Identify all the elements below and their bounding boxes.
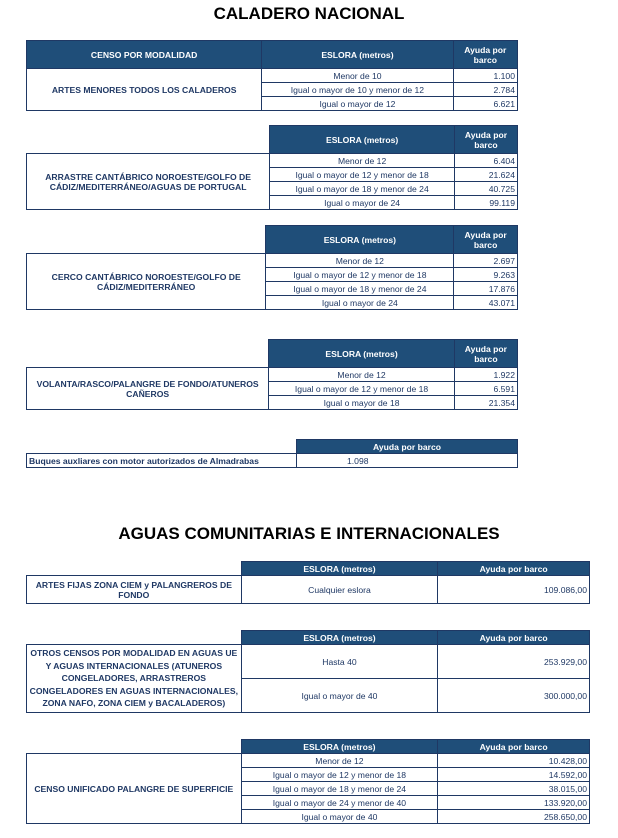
header-ayuda: Ayuda por barco (454, 126, 517, 154)
row-label: ARTES FIJAS ZONA CIEM y PALANGREROS DE FONDO (27, 576, 242, 604)
row-label: VOLANTA/RASCO/PALANGRE DE FONDO/ATUNEROS CAÑEROS (27, 368, 269, 410)
eslora-cell: Cualquier eslora (241, 576, 438, 604)
ayuda-cell: 6.404 (454, 154, 517, 168)
table-artes-fijas (26, 561, 590, 604)
eslora-cell: Menor de 12 (266, 254, 454, 268)
ayuda-cell: 109.086,00 (438, 576, 590, 604)
eslora-cell: Menor de 12 (269, 368, 454, 382)
ayuda-cell: 14.592,00 (438, 768, 590, 782)
header-eslora: ESLORA (metros) (241, 562, 438, 576)
header-ayuda: Ayuda por barco (454, 226, 518, 254)
eslora-cell: Igual o mayor de 18 (269, 396, 454, 410)
section-title-aguas-comunitarias: AGUAS COMUNITARIAS E INTERNACIONALES (118, 524, 500, 543)
eslora-cell: Menor de 12 (241, 754, 438, 768)
ayuda-cell: 99.119 (454, 196, 517, 210)
eslora-cell: Igual o mayor de 10 y menor de 12 (262, 83, 453, 97)
table-almadrabas (26, 439, 518, 468)
eslora-cell: Igual o mayor de 12 y menor de 18 (266, 268, 454, 282)
row-label: CERCO CANTÁBRICO NOROESTE/GOLFO DE CÁDIZ/MEDITERRÁNEO (27, 254, 266, 310)
row-label: OTROS CENSOS POR MODALIDAD EN AGUAS UE Y AGUAS INTERNACIONALES (ATUNEROS CONGELADORES, ARRASTREROS CONGELADORES EN AGUAS INTERNACIONALES, ZONA NAFO, ZONA CIEM y BACALADEROS) (27, 645, 242, 713)
ayuda-cell: 10.428,00 (438, 754, 590, 768)
eslora-cell: Hasta 40 (241, 645, 438, 679)
table-cerco (26, 225, 518, 310)
ayuda-cell: 43.071 (454, 296, 518, 310)
row-label: Buques auxliares con motor autorizados de Almadrabas (27, 454, 297, 468)
header-censo-modalidad: CENSO POR MODALIDAD (27, 41, 262, 69)
eslora-cell: Igual o mayor de 12 (262, 97, 453, 111)
header-eslora: ESLORA (metros) (241, 740, 438, 754)
header-eslora: ESLORA (metros) (266, 226, 454, 254)
ayuda-cell: 1.922 (454, 368, 517, 382)
header-eslora: ESLORA (metros) (269, 340, 454, 368)
row-label: ARTES MENORES TODOS LOS CALADEROS (27, 69, 262, 111)
eslora-cell: Igual o mayor de 18 y menor de 24 (270, 182, 455, 196)
ayuda-cell: 133.920,00 (438, 796, 590, 810)
ayuda-cell: 300.000,00 (438, 679, 590, 713)
ayuda-cell: 253.929,00 (438, 645, 590, 679)
row-label: CENSO UNIFICADO PALANGRE DE SUPERFICIE (27, 754, 242, 824)
header-ayuda: Ayuda por barco (297, 440, 518, 454)
eslora-cell: Igual o mayor de 18 y menor de 24 (266, 282, 454, 296)
table-arrastre (26, 125, 518, 210)
table-artes-menores (26, 40, 518, 111)
header-ayuda: Ayuda por barco (438, 740, 590, 754)
eslora-cell: Igual o mayor de 12 y menor de 18 (270, 168, 455, 182)
eslora-cell: Menor de 12 (270, 154, 455, 168)
eslora-cell: Igual o mayor de 24 y menor de 40 (241, 796, 438, 810)
ayuda-cell: 40.725 (454, 182, 517, 196)
ayuda-cell: 21.354 (454, 396, 517, 410)
header-ayuda: Ayuda por barco (438, 562, 590, 576)
header-ayuda: Ayuda por barco (454, 340, 517, 368)
eslora-cell: Igual o mayor de 24 (270, 196, 455, 210)
ayuda-cell: 2.697 (454, 254, 518, 268)
eslora-cell: Igual o mayor de 24 (266, 296, 454, 310)
table-palangre-superficie (26, 739, 590, 824)
ayuda-cell: 21.624 (454, 168, 517, 182)
header-eslora: ESLORA (metros) (270, 126, 455, 154)
eslora-cell: Igual o mayor de 12 y menor de 18 (241, 768, 438, 782)
header-ayuda: Ayuda por barco (453, 41, 517, 69)
row-label: ARRASTRE CANTÁBRICO NOROESTE/GOLFO DE CÁDIZ/MEDITERRÁNEO/AGUAS DE PORTUGAL (27, 154, 270, 210)
header-eslora: ESLORA (metros) (241, 631, 438, 645)
eslora-cell: Igual o mayor de 40 (241, 810, 438, 824)
ayuda-cell: 1.100 (453, 69, 517, 83)
eslora-cell: Igual o mayor de 40 (241, 679, 438, 713)
header-eslora: ESLORA (metros) (262, 41, 453, 69)
ayuda-cell: 6.621 (453, 97, 517, 111)
ayuda-cell: 6.591 (454, 382, 517, 396)
table-otros-censos (26, 630, 590, 713)
eslora-cell: Igual o mayor de 18 y menor de 24 (241, 782, 438, 796)
ayuda-cell: 258.650,00 (438, 810, 590, 824)
header-ayuda: Ayuda por barco (438, 631, 590, 645)
ayuda-cell: 38.015,00 (438, 782, 590, 796)
ayuda-cell: 2.784 (453, 83, 517, 97)
ayuda-cell: 17.876 (454, 282, 518, 296)
section-title-caladero-nacional: CALADERO NACIONAL (213, 4, 405, 23)
ayuda-cell: 9.263 (454, 268, 518, 282)
eslora-cell: Igual o mayor de 12 y menor de 18 (269, 382, 454, 396)
ayuda-cell: 1.098 (297, 454, 518, 468)
table-volanta (26, 339, 518, 410)
eslora-cell: Menor de 10 (262, 69, 453, 83)
